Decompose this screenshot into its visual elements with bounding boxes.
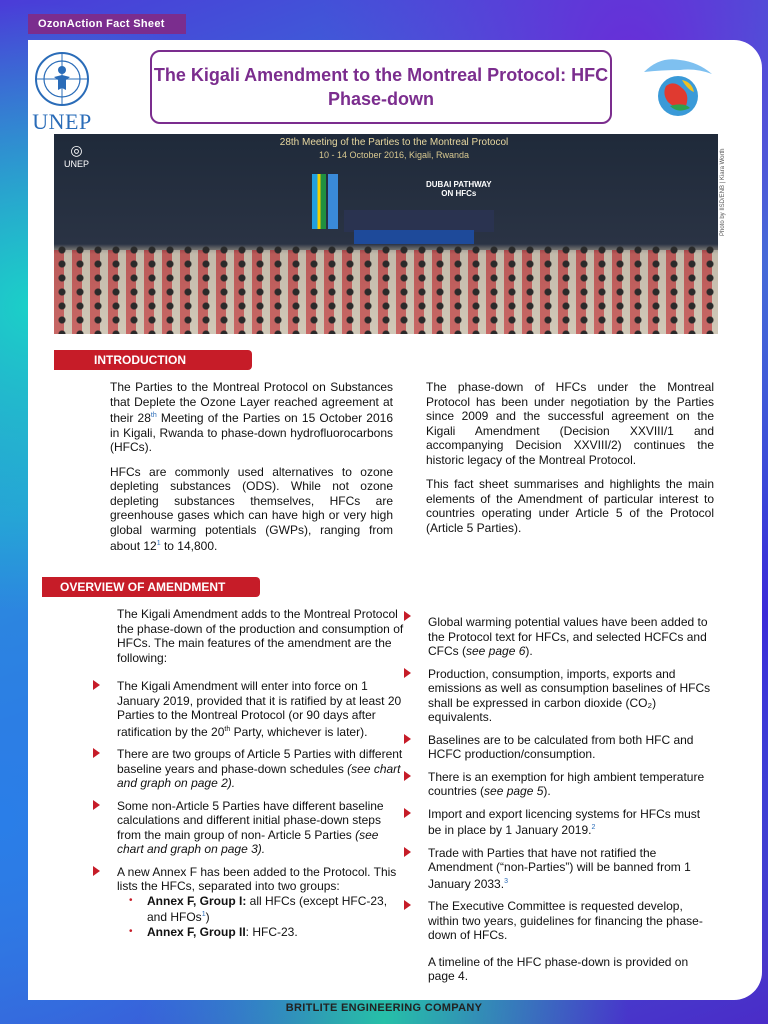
overview-bullet: Import and export licencing systems for HFCs must be in place by 1 January 2019.$^2$	[404, 807, 716, 838]
overview-bullet: Production, consumption, imports, exports and emissions as well as consumption baselines of HFCs shall be expressed in carbon dioxide (CO₂) equivalents.	[404, 667, 716, 725]
audience	[54, 242, 718, 334]
introduction-heading: INTRODUCTION	[54, 350, 252, 370]
intro-paragraph-1: The Parties to the Montreal Protocol on Substances that Deplete the Ozone Layer reached agreement at their 28th Meeting of the Parties on 15 October 2016 in Kigali, Rwanda to phase-down hydrofluorocarbons (HFCs).	[110, 380, 393, 454]
bullet-arrow-icon	[93, 800, 100, 810]
dubai-pathway-sign	[426, 180, 492, 198]
footer-company: BRITLITE ENGINEERING COMPANY	[285, 1002, 483, 1014]
sub-bullet-icon: •	[129, 894, 133, 906]
dubai-line2: ON HFCs	[441, 189, 477, 198]
photo-unep-label: UNEP	[64, 159, 90, 169]
bullet-arrow-icon	[404, 771, 411, 781]
intro-paragraph-2: HFCs are commonly used alternatives to ozone depleting substances (ODS). While not ozone depleting substances themselves, HFCs are greenhouse gases which can have high or very high global warming potentials (GWPs), ranging from about $12^1$ to 14,800.	[110, 464, 393, 553]
page-title: The Kigali Amendment to the Montreal Protocol: HFC Phase-down	[153, 64, 609, 109]
dubai-line1: DUBAI PATHWAY	[426, 180, 492, 189]
sub-bullet-icon: •	[129, 925, 133, 937]
timeline-note: A timeline of the HFC phase-down is provided on page 4.	[428, 954, 689, 983]
overview-bullet: Some non-Article 5 Parties have different baseline calculations and different initial phase-down steps from the main group of non- Article 5 Parties (see chart and graph on page 3).	[93, 799, 407, 857]
rwanda-flag	[312, 174, 326, 229]
overview-right-column	[428, 615, 716, 994]
overview-bullet: The Kigali Amendment will enter into force on 1 January 2019, provided that it is ratified by at least 20 Parties to the Montreal Protocol (or 90 days after ratification by the 20th Party, whichever is later).	[93, 679, 407, 739]
bullet-arrow-icon	[93, 680, 100, 690]
hands-globe-image	[640, 50, 716, 124]
un-emblem-icon	[22, 50, 102, 108]
photo-banner-title: 28th Meeting of the Parties to the Montreal Protocol	[279, 137, 509, 148]
podium	[344, 210, 494, 232]
overview-intro: The Kigali Amendment adds to the Montreal Protocol the phase-down of the production and consumption of HFCs. The main features of the amendment are the following:	[117, 607, 404, 665]
overview-bullet: The Executive Committee is requested develop, within two years, guidelines for financing the phase-down of HFCs.	[404, 899, 716, 943]
overview-heading: OVERVIEW OF AMENDMENT	[42, 577, 260, 597]
hands-globe-icon	[640, 50, 716, 124]
intro-paragraph-4: This fact sheet summarises and highlights the main elements of the Amendment of particular interest to countries operating under Article 5 of the Protocol (Article 5 Parties).	[426, 477, 714, 535]
photo-credit: Photo by IISD/ENB | Kiara Worth	[720, 148, 726, 236]
bullet-arrow-icon	[404, 668, 411, 678]
photo-banner-date: 10 - 14 October 2016, Kigali, Rwanda	[318, 150, 470, 160]
bullet-arrow-icon	[404, 900, 411, 910]
overview-bullet: Trade with Parties that have not ratified the Amendment (“non-Parties”) will be banned from 1 January 2033.$^3$	[404, 846, 716, 892]
annex-sub-item: • Annex F, Group I: all HFCs (except HFC-23, and HFOs$^1$)	[129, 893, 388, 924]
photo-unep-logo	[64, 142, 89, 169]
overview-bullet: Baselines are to be calculated from both HFC and HCFC production/consumption.	[404, 733, 716, 762]
intro-right-column	[426, 380, 714, 545]
intro-left-column	[110, 380, 393, 564]
bullet-arrow-icon	[93, 866, 100, 876]
overview-bullet: There are two groups of Article 5 Parties with different baseline years and phase-down schedules (see chart and graph on page 2).	[93, 747, 407, 791]
un-flag	[328, 174, 338, 229]
fact-sheet-tag: OzonAction Fact Sheet	[28, 14, 186, 34]
overview-bullet: A new Annex F has been added to the Protocol. This lists the HFCs, separated into two groups: • Annex F, Group I: all HFCs (except HFC-23, and HFOs$^1$) • Annex F, Group II: HFC-23.	[93, 865, 407, 940]
intro-paragraph-3: The phase-down of HFCs under the Montreal Protocol has been under negotiation by the Parties since 2009 and the successful agreement on the Kigali Amendment (Decision XXVIII/1 and accompanying Decision XXVIII/2) continues the historic legacy of the Montreal Protocol.	[426, 380, 714, 467]
title-box	[150, 50, 612, 124]
overview-bullet: Global warming potential values have been added to the Protocol text for HFCs, and selected HCFCs and CFCs (see page 6).	[404, 615, 716, 659]
bullet-arrow-icon	[404, 611, 411, 621]
bullet-arrow-icon	[93, 748, 100, 758]
overview-bullet: There is an exemption for high ambient temperature countries (see page 5).	[404, 770, 716, 799]
meeting-photo	[54, 134, 718, 334]
unep-logo-text: UNEP	[32, 109, 92, 134]
annex-sub-item: • Annex F, Group II: HFC-23.	[129, 924, 298, 939]
bullet-arrow-icon	[404, 808, 411, 818]
unep-logo	[22, 50, 102, 135]
bullet-arrow-icon	[404, 847, 411, 857]
photo-un-emblem-icon: ◎	[70, 142, 83, 158]
overview-left-column	[117, 607, 407, 947]
photo-banner	[244, 136, 544, 162]
bullet-arrow-icon	[404, 734, 411, 744]
